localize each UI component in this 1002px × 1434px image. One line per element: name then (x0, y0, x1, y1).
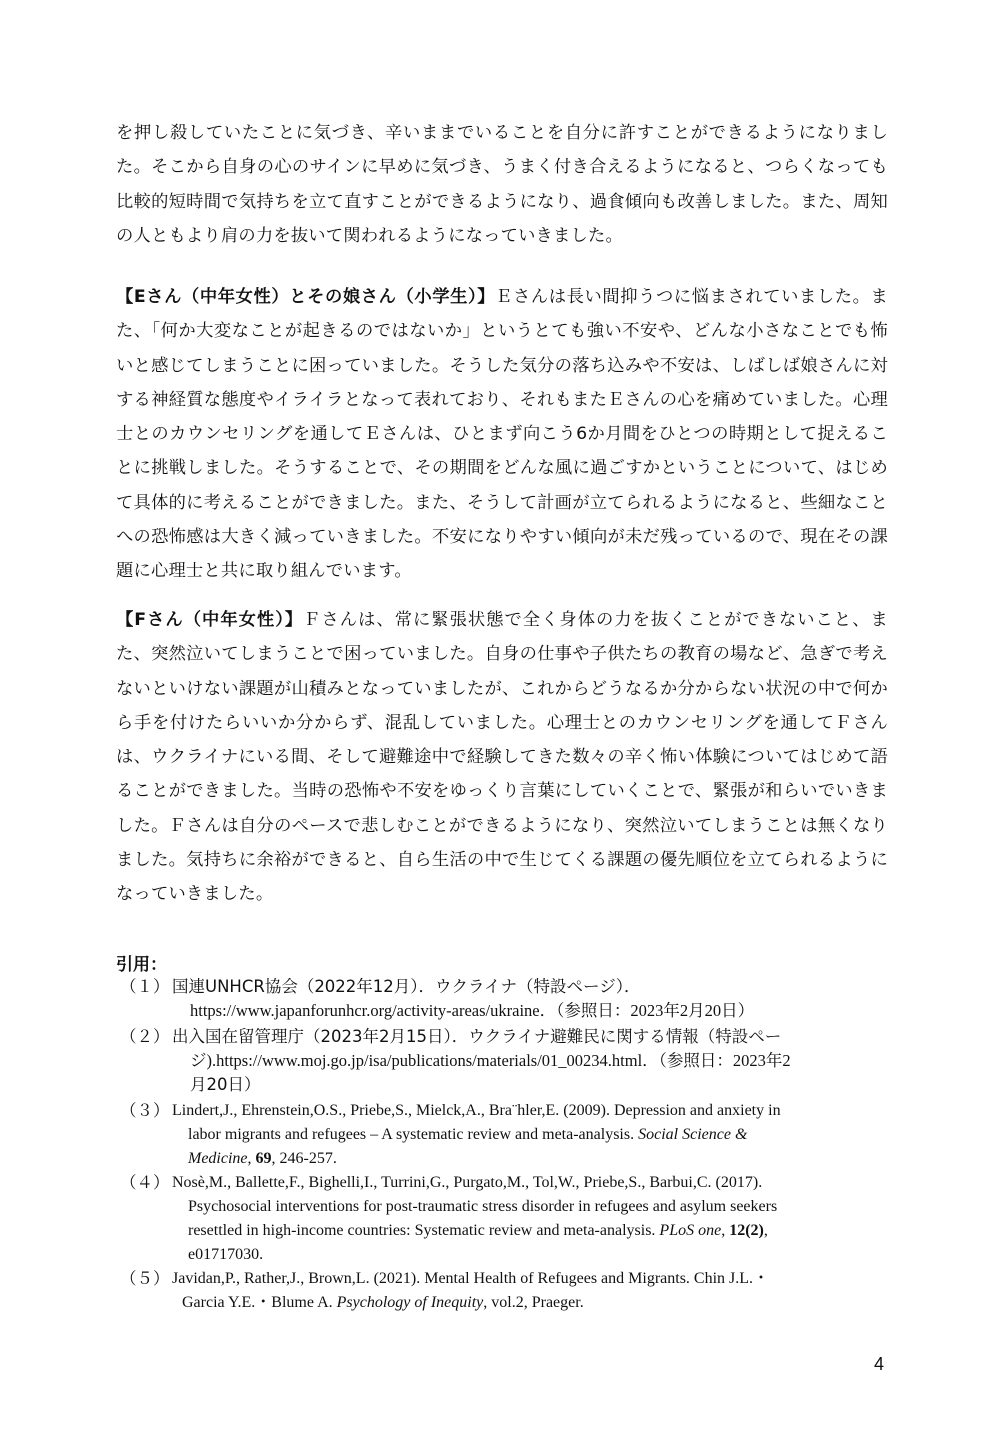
reference-5 (120, 1267, 886, 1315)
reference-number: （２） (120, 1027, 170, 1046)
paragraph-text: Ｅさんは長い間抑うつに悩まされていました。また、「何か大変なことが起きるのではないか」というとても強い不安や、どんな小さなことでも怖いと感じてしまうことに困っていました。そうした気分の落ち込みや不安は、しばしば娘さんに対する神経質な態度やイライラとなって表れており、それもまたＥさんの心を痛めていました。心理士とのカウンセリングを通してＥさんは、ひとまず向こう6か月間をひとつの時期として捉えることに挑戦しました。そうすることで、その期間をどんな風に過ごすかということについて、はじめて具体的に考えることができました。また、そうして計画が立てられるようになると、些細なことへの恐怖感は大きく減っていきました。不安になりやすい傾向が未だ残っているので、現在その課題に心理士と共に取り組んでいます。 (116, 287, 889, 582)
paragraph-case-e (116, 280, 888, 589)
paragraph-case-f (116, 603, 888, 912)
pages: , 246-257. (271, 1150, 337, 1167)
book-title: Psychology of Inequity (336, 1294, 484, 1311)
journal-title: Social Science & (638, 1126, 748, 1143)
paragraph-case-d-continued (116, 116, 888, 253)
references-heading: 引用： (116, 955, 167, 975)
journal-title: Medicine (188, 1150, 248, 1167)
reference-body: Lindert,J., Ehrenstein,O.S., Priebe,S., Mielck,A., Bra¨hler,E. (2009). Depression and anxiety in labor migrants and refugees – A systematic review and meta-analysis. Social Science & Medicine, 69, 246-257. (172, 1099, 886, 1171)
reference-text: 国連UNHCR協会（2022年12月）．ウクライナ（特設ページ）． (172, 977, 641, 996)
reference-4 (120, 1171, 886, 1267)
reference-text: resettled in high-income countries: Systematic review and meta-analysis. (188, 1222, 656, 1239)
reference-text: Javidan,P., Rather,J., Brown,L. (2021). Mental Health of Refugees and Migrants. Chin J.L.・ (172, 1270, 770, 1287)
case-heading-e: 【Eさん（中年女性）とその娘さん（小学生）】 (116, 287, 496, 307)
reference-number: （１） (120, 977, 170, 996)
pages: e01717030. (188, 1246, 264, 1263)
paragraph-text: を押し殺していたことに気づき、辛いままでいることを自分に許すことができるようになりました。そこから自身の心のサインに早めに気づき、うまく付き合えるようになると、つらくなっても比較的短時間で気持ちを立て直すことができるようになり、過食傾向も改善しました。また、周知の人ともより肩の力を抜いて関われるようになっていきました。 (116, 123, 888, 246)
reference-1 (120, 975, 886, 1023)
reference-text: Nosè,M., Ballette,F., Bighelli,I., Turrini,G., Purgato,M., Tol,W., Priebe,S., Barbui,C. (2017). (172, 1174, 763, 1191)
page-number: 4 (874, 1354, 885, 1374)
volume: 12(2) (729, 1222, 764, 1239)
reference-number: （５） (120, 1269, 170, 1288)
reference-text: labor migrants and refugees – A systematic review and meta-analysis. (188, 1126, 635, 1143)
reference-body (172, 1025, 886, 1097)
reference-text: Psychosocial interventions for post-traumatic stress disorder in refugees and asylum seekers (188, 1198, 778, 1215)
reference-number: （４） (120, 1173, 170, 1192)
reference-url: ジ).https://www.moj.go.jp/isa/publications/materials/01_00234.html．（参照日：2023年2 (190, 1051, 791, 1070)
reference-text: 出入国在留管理庁（2023年2月15日）．ウクライナ避難民に関する情報（特設ペー (172, 1027, 782, 1046)
reference-3 (120, 1099, 886, 1171)
reference-2 (120, 1025, 886, 1097)
case-heading-f: 【Fさん（中年女性）】 (116, 610, 304, 630)
volume: 69 (255, 1150, 272, 1167)
journal-title: PLoS one (659, 1222, 722, 1239)
reference-body (172, 1267, 886, 1315)
reference-text: , vol.2, Praeger. (483, 1294, 584, 1311)
paragraph-text: Ｆさんは、常に緊張状態で全く身体の力を抜くことができないこと、また、突然泣いてしまうことで困っていました。自身の仕事や子供たちの教育の場など、急ぎで考えないといけない課題が山積みとなっていましたが、これからどうなるか分からない状況の中で何から手を付けたらいいか分からず、混乱していました。心理士とのカウンセリングを通してＦさんは、ウクライナにいる間、そして避難途中で経験してきた数々の辛く怖い体験についてはじめて語ることができました。当時の恐怖や不安をゆっくり言葉にしていくことで、緊張が和らいでいきました。Ｆさんは自分のペースで悲しむことができるようになり、突然泣いてしまうことは無くなりました。気持ちに余裕ができると、自ら生活の中で生じてくる課題の優先順位を立てられるようになっていきました。 (116, 610, 888, 905)
reference-body: Nosè,M., Ballette,F., Bighelli,I., Turrini,G., Purgato,M., Tol,W., Priebe,S., Barbui,C. (2017). Psychosocial interventions for post-traumatic stress disorder in refugees and asylum seekers resettled in high-income countries: Systematic review and meta-analysis. PLoS one, 12(2), e01717030. (172, 1171, 886, 1267)
reference-number: （３） (120, 1101, 170, 1120)
reference-body (172, 975, 886, 1023)
reference-text: 月20日） (190, 1075, 261, 1094)
reference-url: https://www.japanforunhcr.org/activity-areas/ukraine．（参照日：2023年2月20日） (190, 1001, 755, 1020)
reference-text: Garcia Y.E.・Blume A. (182, 1294, 333, 1311)
reference-text: Lindert,J., Ehrenstein,O.S., Priebe,S., Mielck,A., Bra¨hler,E. (2009). Depression and anxiety in (172, 1102, 781, 1119)
